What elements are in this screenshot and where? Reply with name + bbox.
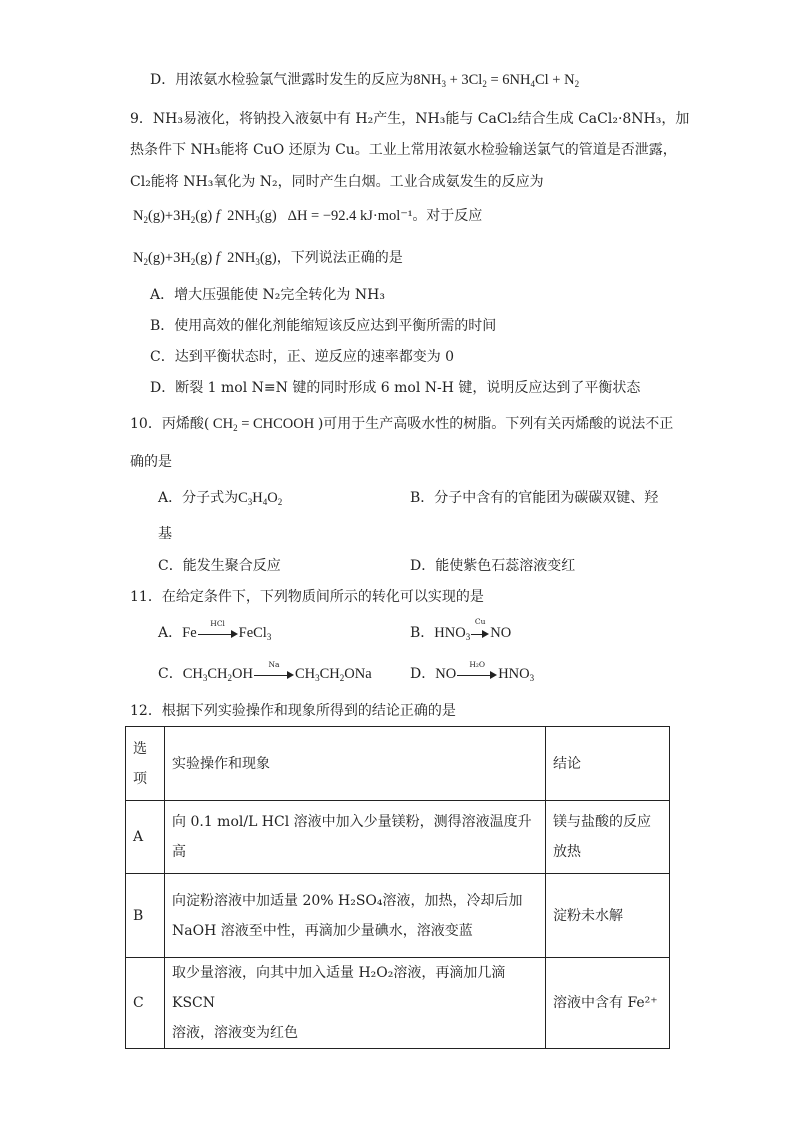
q11-option-d — [410, 660, 535, 684]
q9-stem-line2: 热条件下 NH₃能将 CuO 还原为 Cu。工业上常用浓氨水检验输送氯气的管道是否泄露， — [130, 142, 677, 158]
q9-equation-1-formula: $N_2(g)+3H_2(g)$ f $2NH_3(g)$ — [133, 208, 288, 225]
q11-option-b-label: B． — [410, 625, 435, 641]
table-row — [126, 874, 670, 958]
row-conclusion — [546, 801, 670, 874]
q11-b-reactant: $HNO_3$ — [434, 625, 471, 642]
q10-option-b-continued: 基 — [158, 526, 172, 542]
q10-option-d: D．能使紫色石蕊溶液变红 — [410, 558, 576, 574]
q11-d-product: $HNO_3$ — [498, 666, 535, 683]
q12-experiment-table — [125, 726, 670, 1049]
q12-stem: 12．根据下列实验操作和现象所得到的结论正确的是 — [130, 703, 456, 719]
table-row — [126, 958, 670, 1049]
row-operation-line: 向 0.1 mol/L HCl 溶液中加入少量镁粉，测得溶液温度升高 — [172, 814, 532, 860]
q10-stem-prefix: 10．丙烯酸( — [130, 416, 210, 432]
q8-option-d — [150, 70, 579, 90]
q11-c-product: $CH_3CH_2ONa$ — [294, 666, 372, 683]
row-operation-line: 向淀粉溶液中加适量 20% H₂SO₄溶液，加热，冷却后加 — [172, 892, 523, 909]
q11-b-arrow — [471, 617, 489, 640]
row-conclusion — [546, 874, 670, 958]
q10-molecular-formula: $C_3H_4O_2$ — [238, 490, 283, 507]
q9-equation-2 — [133, 248, 403, 268]
q10-option-c: C．能发生聚合反应 — [158, 558, 281, 574]
q11-a-arrow — [198, 619, 238, 640]
row-operation — [165, 958, 546, 1049]
row-conclusion — [546, 958, 670, 1049]
row-option: C — [126, 958, 165, 1049]
q9-equation-1 — [133, 206, 482, 226]
q10-option-a — [158, 488, 282, 508]
q11-option-c — [158, 660, 372, 684]
header-operation: 实验操作和现象 — [165, 727, 546, 801]
table-header-row — [126, 727, 670, 801]
header-option — [126, 727, 165, 801]
q10-acrylic-acid-formula: $CH_2$ = CHCOOH — [209, 416, 318, 433]
q9-option-a: A．增大压强能使 N₂完全转化为 NH₃ — [150, 287, 385, 303]
q11-c-condition: Na — [268, 660, 280, 669]
row-conclusion-line: 淀粉未水解 — [553, 907, 623, 924]
q11-option-a — [158, 619, 272, 643]
row-conclusion-line: 放热 — [553, 844, 581, 860]
row-operation-line: 取少量溶液，向其中加入适量 H₂O₂溶液，再滴加几滴 KSCN — [172, 965, 506, 1011]
row-operation-line: NaOH 溶液至中性，再滴加少量碘水，溶液变蓝 — [172, 922, 473, 939]
q9-option-c: C．达到平衡状态时，正、逆反应的速率都变为 0 — [150, 349, 455, 365]
row-operation — [165, 874, 546, 958]
q9-stem-line3: Cl₂能将 NH₃氧化为 N₂，同时产生白烟。工业合成氨发生的反应为 — [130, 174, 544, 190]
row-operation — [165, 801, 546, 874]
q11-c-reactant: $CH_3CH_2OH$ — [182, 666, 253, 683]
q11-d-reactant: NO — [435, 666, 457, 682]
q10-stem-suffix: )可用于生产高吸水性的树脂。下列有关丙烯酸的说法不正 — [317, 416, 674, 432]
q9-enthalpy: ΔH = −92.4 kJ·mol⁻¹ — [287, 208, 413, 224]
row-conclusion-line: 溶液中含有 Fe²⁺ — [553, 995, 658, 1011]
row-conclusion-line: 镁与盐酸的反应 — [553, 814, 651, 830]
q11-a-reactant: Fe — [182, 625, 197, 641]
q11-a-product: FeCl$_3$ — [238, 625, 272, 642]
table-row — [126, 801, 670, 874]
q8-option-d-text: D．用浓氨水检验氯气泄露时发生的反应为 — [150, 72, 414, 88]
q9-option-d: D．断裂 1 mol N≡N 键的同时形成 6 mol N-H 键，说明反应达到了平衡状态 — [150, 380, 641, 396]
q9-equation-1-tail: 。对于反应 — [412, 208, 483, 224]
q9-equation-2-formula: $N_2(g)+3H_2(g)$ f $2NH_3(g)$ — [133, 250, 277, 267]
q10-stem-line2: 确的是 — [130, 454, 172, 470]
q11-option-d-label: D． — [410, 666, 436, 682]
header-option-line2: 项 — [133, 770, 147, 787]
q10-stem-line1 — [130, 414, 673, 434]
q10-option-b: B．分子中含有的官能团为碳碳双键、羟 — [410, 490, 659, 506]
q11-b-product: NO — [490, 625, 512, 641]
row-option: A — [126, 801, 165, 874]
row-operation-line: 溶液，溶液变为红色 — [172, 1025, 298, 1041]
q11-b-condition: Cu — [474, 617, 486, 626]
q11-option-b — [410, 617, 512, 643]
header-option-line1: 选 — [133, 740, 147, 757]
q11-c-arrow — [254, 660, 294, 681]
q11-option-a-label: A． — [158, 625, 183, 641]
q11-a-condition: HCl — [210, 619, 225, 628]
header-conclusion: 结论 — [546, 727, 670, 801]
q11-d-condition: H₂O — [469, 660, 486, 669]
q9-equation-2-tail: ，下列说法正确的是 — [276, 250, 403, 266]
q9-stem-line1: 9．NH₃易液化，将钠投入液氨中有 H₂产生，NH₃能与 CaCl₂结合生成 CaCl₂·8NH₃，加 — [130, 111, 690, 127]
q11-d-arrow — [457, 660, 497, 681]
q11-option-c-label: C． — [158, 666, 183, 682]
q8-option-d-equation: $8NH_3 + 3Cl_2 = 6NH_4Cl + N_2$ — [413, 72, 580, 89]
q10-option-a-label: A．分子式为 — [158, 490, 239, 506]
row-option: B — [126, 874, 165, 958]
q11-stem: 11．在给定条件下，下列物质间所示的转化可以实现的是 — [130, 589, 484, 605]
q9-option-b: B．使用高效的催化剂能缩短该反应达到平衡所需的时间 — [150, 318, 497, 334]
